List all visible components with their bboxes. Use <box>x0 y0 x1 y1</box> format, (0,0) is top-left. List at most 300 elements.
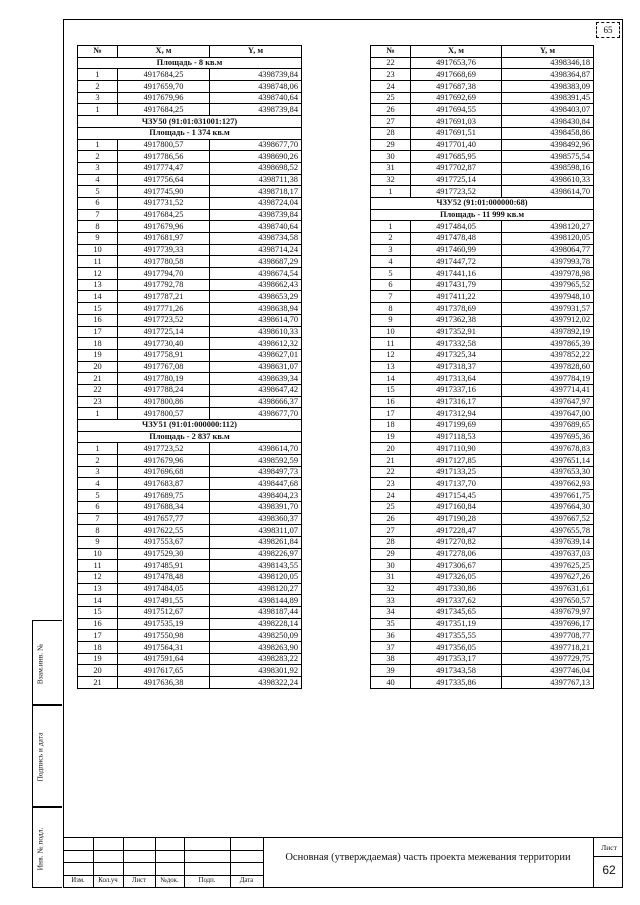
y-coordinate: 4398614,70 <box>502 186 594 198</box>
x-coordinate: 4917270,82 <box>411 536 502 548</box>
point-number: 35 <box>371 618 411 630</box>
point-number: 1 <box>78 69 118 81</box>
header-x: X, м <box>411 46 502 58</box>
x-coordinate: 4917780,19 <box>118 373 210 385</box>
x-coordinate: 4917622,55 <box>118 525 210 537</box>
point-number: 7 <box>78 209 118 221</box>
y-coordinate: 4397696,17 <box>502 618 594 630</box>
y-coordinate: 4398430,84 <box>502 116 594 128</box>
y-coordinate: 4398322,24 <box>210 677 302 689</box>
table-row <box>78 151 302 163</box>
table-row <box>371 221 594 233</box>
x-coordinate: 4917160,84 <box>411 501 502 513</box>
point-number: 1 <box>371 221 411 233</box>
point-number: 32 <box>371 174 411 186</box>
point-number: 11 <box>371 338 411 350</box>
section-row <box>78 420 302 432</box>
y-coordinate: 4398748,06 <box>210 81 302 93</box>
x-coordinate: 4917356,05 <box>411 642 502 654</box>
x-coordinate: 4917441,16 <box>411 268 502 280</box>
table-row <box>371 279 594 291</box>
x-coordinate: 4917190,28 <box>411 513 502 525</box>
table-row <box>78 338 302 350</box>
point-number: 8 <box>78 525 118 537</box>
table-row <box>78 314 302 326</box>
y-coordinate: 4398647,42 <box>210 384 302 396</box>
point-number: 25 <box>371 92 411 104</box>
y-coordinate: 4398614,70 <box>210 314 302 326</box>
side-label-podp: Подпись и дата <box>35 732 45 782</box>
table-row <box>78 361 302 373</box>
table-row <box>371 560 594 572</box>
table-row <box>371 303 594 315</box>
x-coordinate: 4917780,58 <box>118 256 210 268</box>
point-number: 21 <box>78 677 118 689</box>
y-coordinate: 4398311,07 <box>210 525 302 537</box>
table-body-left <box>78 57 302 688</box>
y-coordinate: 4398497,73 <box>210 466 302 478</box>
y-coordinate: 4397679,97 <box>502 607 594 619</box>
section-row <box>371 209 594 221</box>
point-number: 6 <box>78 197 118 209</box>
y-coordinate: 4397931,57 <box>502 303 594 315</box>
page-number-top: 65 <box>596 22 620 38</box>
header-number: № <box>371 46 411 58</box>
x-coordinate: 4917118,53 <box>411 431 502 443</box>
y-coordinate: 4398724,04 <box>210 197 302 209</box>
table-row <box>371 642 594 654</box>
y-coordinate: 4398391,45 <box>502 92 594 104</box>
point-number: 8 <box>371 303 411 315</box>
y-coordinate: 4398718,17 <box>210 186 302 198</box>
x-coordinate: 4917771,26 <box>118 303 210 315</box>
point-number: 5 <box>371 268 411 280</box>
y-coordinate: 4397650,57 <box>502 595 594 607</box>
y-coordinate: 4398228,14 <box>210 618 302 630</box>
table-row <box>78 466 302 478</box>
table-row <box>371 607 594 619</box>
x-coordinate: 4917739,33 <box>118 244 210 256</box>
x-coordinate: 4917378,69 <box>411 303 502 315</box>
table-row <box>371 466 594 478</box>
y-coordinate: 4398614,70 <box>210 443 302 455</box>
x-coordinate: 4917692,69 <box>411 92 502 104</box>
table-row <box>371 583 594 595</box>
side-cell-vzam <box>32 620 62 705</box>
y-coordinate: 4398226,97 <box>210 548 302 560</box>
x-coordinate: 4917691,51 <box>411 127 502 139</box>
y-coordinate: 4398592,59 <box>210 455 302 467</box>
x-coordinate: 4917725,14 <box>118 326 210 338</box>
point-number: 12 <box>78 571 118 583</box>
y-coordinate: 4398120,05 <box>502 233 594 245</box>
x-coordinate: 4917110,90 <box>411 443 502 455</box>
point-number: 29 <box>371 548 411 560</box>
table-row <box>371 536 594 548</box>
point-number: 2 <box>78 151 118 163</box>
table-row <box>78 197 302 209</box>
point-number: 8 <box>78 221 118 233</box>
point-number: 4 <box>78 174 118 186</box>
x-coordinate: 4917127,85 <box>411 455 502 467</box>
point-number: 2 <box>78 455 118 467</box>
table-row <box>78 677 302 689</box>
table-row <box>371 338 594 350</box>
x-coordinate: 4917679,96 <box>118 92 210 104</box>
point-number: 32 <box>371 583 411 595</box>
point-number: 4 <box>371 256 411 268</box>
table-row <box>78 174 302 186</box>
point-number: 27 <box>371 116 411 128</box>
table-row <box>78 478 302 490</box>
table-row <box>371 431 594 443</box>
x-coordinate: 4917351,19 <box>411 618 502 630</box>
x-coordinate: 4917679,96 <box>118 221 210 233</box>
table-row <box>78 326 302 338</box>
table-row <box>78 209 302 221</box>
point-number: 13 <box>371 361 411 373</box>
table-row <box>78 303 302 315</box>
coordinates-table-right <box>370 45 594 689</box>
point-number: 2 <box>78 81 118 93</box>
point-number: 14 <box>78 595 118 607</box>
x-coordinate: 4917756,64 <box>118 174 210 186</box>
x-coordinate: 4917730,40 <box>118 338 210 350</box>
x-coordinate: 4917679,96 <box>118 455 210 467</box>
y-coordinate: 4397631,61 <box>502 583 594 595</box>
point-number: 18 <box>78 338 118 350</box>
x-coordinate: 4917337,62 <box>411 595 502 607</box>
x-coordinate: 4917723,52 <box>118 443 210 455</box>
point-number: 33 <box>371 595 411 607</box>
point-number: 20 <box>78 361 118 373</box>
table-row <box>371 139 594 151</box>
y-coordinate: 4397714,41 <box>502 384 594 396</box>
x-coordinate: 4917788,24 <box>118 384 210 396</box>
point-number: 6 <box>78 501 118 513</box>
table-row <box>78 536 302 548</box>
x-coordinate: 4917687,38 <box>411 81 502 93</box>
table-row <box>78 92 302 104</box>
y-coordinate: 4398740,64 <box>210 221 302 233</box>
table-row <box>371 478 594 490</box>
table-row <box>78 595 302 607</box>
point-number: 9 <box>78 233 118 245</box>
x-coordinate: 4917723,52 <box>411 186 502 198</box>
point-number: 18 <box>371 420 411 432</box>
x-coordinate: 4917694,55 <box>411 104 502 116</box>
y-coordinate: 4397695,36 <box>502 431 594 443</box>
y-coordinate: 4398739,84 <box>210 69 302 81</box>
coordinates-table-left <box>77 45 302 689</box>
x-coordinate: 4917313,64 <box>411 373 502 385</box>
table-row <box>78 233 302 245</box>
point-number: 10 <box>78 244 118 256</box>
table-header-row <box>371 46 594 58</box>
point-number: 1 <box>78 104 118 116</box>
point-number: 9 <box>78 536 118 548</box>
table-row <box>371 525 594 537</box>
x-coordinate: 4917774,47 <box>118 162 210 174</box>
x-coordinate: 4917691,03 <box>411 116 502 128</box>
table-row <box>371 186 594 198</box>
table-row <box>371 665 594 677</box>
table-row <box>371 256 594 268</box>
y-coordinate: 4397912,02 <box>502 314 594 326</box>
y-coordinate: 4398662,43 <box>210 279 302 291</box>
y-coordinate: 4398734,58 <box>210 233 302 245</box>
point-number: 21 <box>371 455 411 467</box>
section-label: ЧЗУ50 (91:01:031001:127) <box>78 116 302 128</box>
point-number: 11 <box>78 560 118 572</box>
table-row <box>78 548 302 560</box>
section-row <box>78 116 302 128</box>
side-label-vzam: Взам.инв. № <box>35 643 45 684</box>
x-coordinate: 4917800,57 <box>118 139 210 151</box>
y-coordinate: 4398674,54 <box>210 268 302 280</box>
y-coordinate: 4398698,52 <box>210 162 302 174</box>
point-number: 36 <box>371 630 411 642</box>
side-cell-inv <box>32 807 62 888</box>
table-row <box>78 256 302 268</box>
y-coordinate: 4397653,30 <box>502 466 594 478</box>
point-number: 37 <box>371 642 411 654</box>
point-number: 15 <box>78 303 118 315</box>
point-number: 17 <box>371 408 411 420</box>
y-coordinate: 4398120,27 <box>210 583 302 595</box>
section-row <box>371 197 594 209</box>
table-row <box>371 92 594 104</box>
x-coordinate: 4917478,48 <box>118 571 210 583</box>
table-row <box>371 314 594 326</box>
table-row <box>78 443 302 455</box>
table-row <box>78 268 302 280</box>
y-coordinate: 4398064,77 <box>502 244 594 256</box>
y-coordinate: 4397828,60 <box>502 361 594 373</box>
x-coordinate: 4917731,52 <box>118 197 210 209</box>
y-coordinate: 4397662,93 <box>502 478 594 490</box>
y-coordinate: 4398301,92 <box>210 665 302 677</box>
point-number: 10 <box>371 326 411 338</box>
section-row <box>78 431 302 443</box>
y-coordinate: 4398711,38 <box>210 174 302 186</box>
x-coordinate: 4917800,57 <box>118 408 210 420</box>
point-number: 19 <box>78 653 118 665</box>
point-number: 3 <box>78 162 118 174</box>
table-row <box>371 361 594 373</box>
x-coordinate: 4917792,78 <box>118 279 210 291</box>
x-coordinate: 4917800,86 <box>118 396 210 408</box>
y-coordinate: 4398687,29 <box>210 256 302 268</box>
table-row <box>78 571 302 583</box>
x-coordinate: 4917550,98 <box>118 630 210 642</box>
x-coordinate: 4917723,52 <box>118 314 210 326</box>
table-row <box>371 162 594 174</box>
x-coordinate: 4917325,34 <box>411 349 502 361</box>
x-coordinate: 4917535,19 <box>118 618 210 630</box>
table-row <box>78 642 302 654</box>
y-coordinate: 4398143,55 <box>210 560 302 572</box>
y-coordinate: 4398677,70 <box>210 408 302 420</box>
y-coordinate: 4398739,84 <box>210 104 302 116</box>
table-row <box>371 151 594 163</box>
table-row <box>78 221 302 233</box>
y-coordinate: 4398261,84 <box>210 536 302 548</box>
x-coordinate: 4917681,97 <box>118 233 210 245</box>
y-coordinate: 4397993,78 <box>502 256 594 268</box>
y-coordinate: 4397729,75 <box>502 653 594 665</box>
point-number: 19 <box>78 349 118 361</box>
point-number: 7 <box>371 291 411 303</box>
x-coordinate: 4917591,64 <box>118 653 210 665</box>
y-coordinate: 4398283,22 <box>210 653 302 665</box>
point-number: 3 <box>78 466 118 478</box>
point-number: 16 <box>78 314 118 326</box>
x-coordinate: 4917685,95 <box>411 151 502 163</box>
header-x: X, м <box>118 46 210 58</box>
table-row <box>371 81 594 93</box>
x-coordinate: 4917684,25 <box>118 209 210 221</box>
table-row <box>78 583 302 595</box>
x-coordinate: 4917767,08 <box>118 361 210 373</box>
section-label: Площадь - 2 837 кв.м <box>78 431 302 443</box>
point-number: 27 <box>371 525 411 537</box>
table-row <box>78 69 302 81</box>
point-number: 10 <box>78 548 118 560</box>
tb-label-koluch: Кол.уч <box>98 877 118 884</box>
point-number: 20 <box>78 665 118 677</box>
table-row <box>78 607 302 619</box>
table-row <box>78 525 302 537</box>
y-coordinate: 4397708,77 <box>502 630 594 642</box>
x-coordinate: 4917636,38 <box>118 677 210 689</box>
y-coordinate: 4397639,14 <box>502 536 594 548</box>
table-row <box>78 408 302 420</box>
table-row <box>371 373 594 385</box>
side-cell-podp <box>32 705 62 807</box>
point-number: 11 <box>78 256 118 268</box>
x-coordinate: 4917758,91 <box>118 349 210 361</box>
table-row <box>371 653 594 665</box>
x-coordinate: 4917653,76 <box>411 57 502 69</box>
point-number: 15 <box>371 384 411 396</box>
x-coordinate: 4917345,65 <box>411 607 502 619</box>
y-coordinate: 4398120,05 <box>210 571 302 583</box>
point-number: 12 <box>371 349 411 361</box>
x-coordinate: 4917352,91 <box>411 326 502 338</box>
y-coordinate: 4398610,33 <box>210 326 302 338</box>
table-row <box>78 513 302 525</box>
x-coordinate: 4917794,70 <box>118 268 210 280</box>
x-coordinate: 4917228,47 <box>411 525 502 537</box>
y-coordinate: 4398666,37 <box>210 396 302 408</box>
x-coordinate: 4917553,67 <box>118 536 210 548</box>
x-coordinate: 4917701,40 <box>411 139 502 151</box>
table-row <box>78 291 302 303</box>
point-number: 29 <box>371 139 411 151</box>
table-row <box>371 57 594 69</box>
y-coordinate: 4397746,04 <box>502 665 594 677</box>
table-row <box>78 279 302 291</box>
y-coordinate: 4398346,18 <box>502 57 594 69</box>
y-coordinate: 4398250,09 <box>210 630 302 642</box>
point-number: 13 <box>78 583 118 595</box>
table-body-right <box>371 57 594 688</box>
x-coordinate: 4917306,67 <box>411 560 502 572</box>
x-coordinate: 4917786,56 <box>118 151 210 163</box>
table-row <box>78 104 302 116</box>
table-row <box>371 104 594 116</box>
y-coordinate: 4397852,22 <box>502 349 594 361</box>
tb-label-list: Лист <box>131 877 147 884</box>
table-row <box>371 571 594 583</box>
y-coordinate: 4398714,24 <box>210 244 302 256</box>
x-coordinate: 4917484,05 <box>411 221 502 233</box>
table-row <box>78 373 302 385</box>
point-number: 24 <box>371 81 411 93</box>
y-coordinate: 4398492,96 <box>502 139 594 151</box>
x-coordinate: 4917431,79 <box>411 279 502 291</box>
table-row <box>371 677 594 689</box>
point-number: 28 <box>371 536 411 548</box>
point-number: 2 <box>371 233 411 245</box>
x-coordinate: 4917688,34 <box>118 501 210 513</box>
table-row <box>371 630 594 642</box>
tb-label-izm: Изм. <box>71 877 85 884</box>
y-coordinate: 4398598,16 <box>502 162 594 174</box>
document-title: Основная (утверждаемая) часть проекта межевания территории <box>285 852 571 863</box>
table-row <box>371 618 594 630</box>
y-coordinate: 4398364,87 <box>502 69 594 81</box>
x-coordinate: 4917725,14 <box>411 174 502 186</box>
section-label: Площадь - 11 999 кв.м <box>371 209 594 221</box>
x-coordinate: 4917684,25 <box>118 104 210 116</box>
y-coordinate: 4398458,86 <box>502 127 594 139</box>
point-number: 38 <box>371 653 411 665</box>
x-coordinate: 4917447,72 <box>411 256 502 268</box>
y-coordinate: 4397655,78 <box>502 525 594 537</box>
point-number: 26 <box>371 104 411 116</box>
table-row <box>371 127 594 139</box>
header-y: Y, м <box>210 46 302 58</box>
table-row <box>78 162 302 174</box>
point-number: 13 <box>78 279 118 291</box>
side-label-inv: Инв. № подл. <box>35 827 45 870</box>
point-number: 17 <box>78 326 118 338</box>
point-number: 18 <box>78 642 118 654</box>
x-coordinate: 4917332,58 <box>411 338 502 350</box>
y-coordinate: 4398653,29 <box>210 291 302 303</box>
x-coordinate: 4917326,05 <box>411 571 502 583</box>
y-coordinate: 4397647,00 <box>502 408 594 420</box>
x-coordinate: 4917343,58 <box>411 665 502 677</box>
sheet-label: Лист <box>601 843 617 852</box>
table-row <box>371 233 594 245</box>
y-coordinate: 4398360,37 <box>210 513 302 525</box>
x-coordinate: 4917478,48 <box>411 233 502 245</box>
table-row <box>371 490 594 502</box>
x-coordinate: 4917787,21 <box>118 291 210 303</box>
table-row <box>371 349 594 361</box>
point-number: 5 <box>78 186 118 198</box>
y-coordinate: 4398740,64 <box>210 92 302 104</box>
table-row <box>371 69 594 81</box>
table-row <box>78 490 302 502</box>
y-coordinate: 4397651,14 <box>502 455 594 467</box>
point-number: 30 <box>371 151 411 163</box>
point-number: 30 <box>371 560 411 572</box>
header-number: № <box>78 46 118 58</box>
